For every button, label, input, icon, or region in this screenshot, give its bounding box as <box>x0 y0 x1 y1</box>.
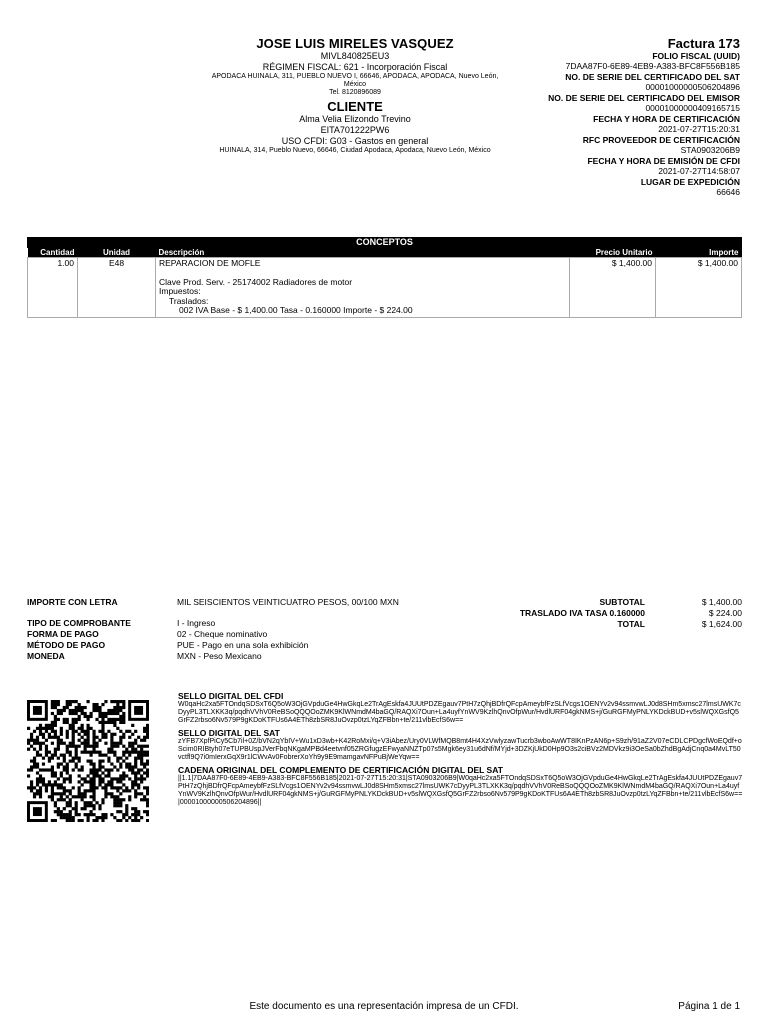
issuer-phone: Tel. 8120896089 <box>329 89 381 96</box>
currency-label: MONEDA <box>27 651 65 661</box>
seals-block <box>178 688 743 807</box>
row-transfers-heading: Traslados: <box>169 295 209 306</box>
invoice-field-label: FECHA Y HORA DE CERTIFICACIÓN <box>593 114 740 124</box>
payment-form: 02 - Cheque nominativo <box>177 629 268 639</box>
qr-code-image <box>27 700 149 822</box>
voucher-type: I - Ingreso <box>177 618 216 628</box>
concepts-table <box>27 237 742 318</box>
totals-block <box>470 597 742 630</box>
payment-form-label: FORMA DE PAGO <box>27 629 99 639</box>
voucher-type-label: TIPO DE COMPROBANTE <box>27 618 131 628</box>
payment-method: PUE - Pago en una sola exhibición <box>177 640 309 650</box>
amount-words-label: IMPORTE CON LETRA <box>27 597 118 607</box>
col-header-description: Descripción <box>156 248 570 258</box>
amount-words: MIL SEISCIENTOS VEINTICUATRO PESOS, 00/100 MXN <box>177 597 399 607</box>
cfdi-seal: W0qaHc2xa5FTOndqSDSxT6Q5oW3OjGVpduGe4HwGkqLe2TrAgEskfa4JUUtPDZEgauv7PtH7zQhjBDfrQFcpAmeybfFzSLfVcgs1OENYv2v94ssmvwLJ0d8SHm5xmsc27lmsUWK7cDyyPL3TLXKK3q/pqdhVVhV0ReBSoQQQOoZMK9KlWNmdM4baGQ/RAQXi7Oun+La4uyfYnWV9KzlhQnvOfpWur/HvdlURF04gkNMS+j/GuRGFMyPNLYKDckBUD+v5slWQXGsfQ5GrFZ2rbso6Nv579P9gKDoKTFUs6A4ETh8zbSR8JuOvzp0tzLYqZFBbn+te/211vlbEcfS6w== <box>178 701 741 724</box>
invoice-field-value: 7DAA87F0-6E89-4EB9-A383-BFC8F556B185 <box>565 61 740 71</box>
client-rfc: EITA701222PW6 <box>320 125 390 135</box>
issuer-address: APODACA HUINALA, 311, PUEBLO NUEVO I, 66646, APODACA, APODACA, Nuevo León, México <box>211 73 499 88</box>
total-label: TOTAL <box>617 619 645 629</box>
invoice-field-value: 00001000000409165715 <box>645 103 740 113</box>
client-heading: CLIENTE <box>327 99 383 114</box>
invoice-field-label: NO. DE SERIE DEL CERTIFICADO DEL EMISOR <box>548 93 740 103</box>
client-address: HUINALA, 314, Pueblo Nuevo, 66646, Ciudad Apodaca, Apodaca, Nuevo León, México <box>219 147 491 154</box>
issuer-rfc: MIVL840825EU3 <box>320 51 390 61</box>
row-amount: $ 1,400.00 <box>656 258 742 318</box>
invoice-field-label: RFC PROVEEDOR DE CERTIFICACIÓN <box>582 135 740 145</box>
row-quantity: 1.00 <box>28 258 78 318</box>
issuer-regime: RÉGIMEN FISCAL: 621 - Incorporación Fiscal <box>262 62 448 72</box>
invoice-fields <box>500 51 740 197</box>
row-unit: E48 <box>78 258 156 318</box>
footer-note: Este documento es una representación impresa de un CFDI. <box>249 1001 519 1012</box>
iva-label: TRASLADO IVA TASA 0.160000 <box>519 608 645 618</box>
row-prod-key: Clave Prod. Serv. - 25174002 Radiadores de motor <box>159 276 353 287</box>
currency: MXN - Peso Mexicano <box>177 651 262 661</box>
invoice-field-value: 66646 <box>716 187 740 197</box>
iva-value: $ 224.00 <box>708 608 742 618</box>
row-unit-price: $ 1,400.00 <box>570 258 656 318</box>
invoice-header <box>500 36 740 198</box>
subtotal-value: $ 1,400.00 <box>701 597 742 607</box>
original-chain: ||1.1|7DAA87F0-6E89-4EB9-A383-BFC8F556B185|2021-07-27T15:20:31|STA0903206B9|W0qaHc2xa5FTOndqSDSxT6Q5oW3OjGVpduGe4HwGkqLe2TrAgEskfa4JUUtPDZEgauv7PtH7zQhjBDfrQFcpAmeybfFzSLfVcgs1OENYv2v94ssmvwLJ0d8SHm5xmsc27lmsUWK7cDyyPL3TLXKK3q/pqdhVVhV0ReBSoQQQOoZMK9KlWNmdM4baGQ/RAQXi7Oun+La4uyfYnWV9KzlhQnvOfpWur/HvdlURF04gkNMS+j/GuRGFMyPNLYKDckBUD+v5slWQXGsfQ5GrFZ2rbso6Nv579P9gKDoKTFUs6A4ETh8zbSR8JuOvzp0tzLYqZFBbn+te/211vlbEcfS6w==|00001000000506204896|| <box>178 775 743 806</box>
concepts-header-row <box>28 248 742 258</box>
qr-code <box>27 700 149 822</box>
total-value: $ 1,624.00 <box>701 619 742 629</box>
col-header-unit: Unidad <box>78 248 156 258</box>
client-cfdi-use: USO CFDI: G03 - Gastos en general <box>281 136 429 146</box>
sat-seal: zYFB7XpfPiCy5Cb7il+0Z/bVN2qYbIV+Wu1xD3wb+K42RoMxi/q+V3iAbez/Ury0VLWfMQB8mt4H4XzVwlyzawTucrb3wboAwWT8IKnPzAN6p+S9zh/91aZ2V07eCDLCPDgcfWoEQdf+oScim0RIBtyh07eTUPBUspJVerFbqNKgaMPBd4eetvnf05ZRGfugzEFwyaNNZTp07s5Mgk6ey31u6dNf/MYjd+3DZKjUkD0Hp9O3s2ciBVz2MDVkz9i3OeSa0bZhdBgAdjCnq0a4MvLT50vctfl9Q7i0mIerxGqX9r1lCWvAv0FobrerXoYh9y9E9mamgavNFPuBjWeYqw== <box>178 738 742 761</box>
page-number: Página 1 de 1 <box>678 1001 740 1012</box>
row-tax-line: 002 IVA Base - $ 1,400.00 Tasa - 0.160000 Importe - $ 224.00 <box>179 305 413 315</box>
cfdi-seal-label: SELLO DIGITAL DEL CFDI <box>178 691 284 701</box>
invoice-field-value: 2021-07-27T15:20:31 <box>658 124 740 134</box>
row-description <box>156 258 570 318</box>
row-taxes-heading: Impuestos: <box>159 286 201 296</box>
col-header-unit-price: Precio Unitario <box>570 248 656 258</box>
issuer-name: JOSE LUIS MIRELES VASQUEZ <box>256 36 454 51</box>
concepts-title: CONCEPTOS <box>27 237 742 248</box>
invoice-field-label: LUGAR DE EXPEDICIÓN <box>640 177 740 187</box>
col-header-amount: Importe <box>656 248 742 258</box>
invoice-field-label: FECHA Y HORA DE EMISIÓN DE CFDI <box>587 156 740 166</box>
row-desc-title: REPARACION DE MOFLE <box>159 258 261 268</box>
invoice-field-label: NO. DE SERIE DEL CERTIFICADO DEL SAT <box>565 72 740 82</box>
summary-left <box>27 597 427 662</box>
subtotal-label: SUBTOTAL <box>599 597 645 607</box>
invoice-field-value: STA0903206B9 <box>680 145 740 155</box>
invoice-field-value: 2021-07-27T14:58:07 <box>658 166 740 176</box>
invoice-field-label: FOLIO FISCAL (UUID) <box>652 51 740 61</box>
invoice-title: Factura 173 <box>667 36 740 51</box>
issuer-block <box>200 36 510 155</box>
sat-seal-label: SELLO DIGITAL DEL SAT <box>178 728 280 738</box>
table-row <box>28 258 742 318</box>
original-chain-label: CADENA ORIGINAL DEL COMPLEMENTO DE CERTIFICACIÓN DIGITAL DEL SAT <box>178 765 503 775</box>
payment-method-label: MÉTODO DE PAGO <box>27 640 106 650</box>
col-header-quantity: Cantidad <box>28 248 78 258</box>
client-name: Alma Velia Elizondo Trevino <box>299 114 411 124</box>
invoice-field-value: 00001000000506204896 <box>645 82 740 92</box>
